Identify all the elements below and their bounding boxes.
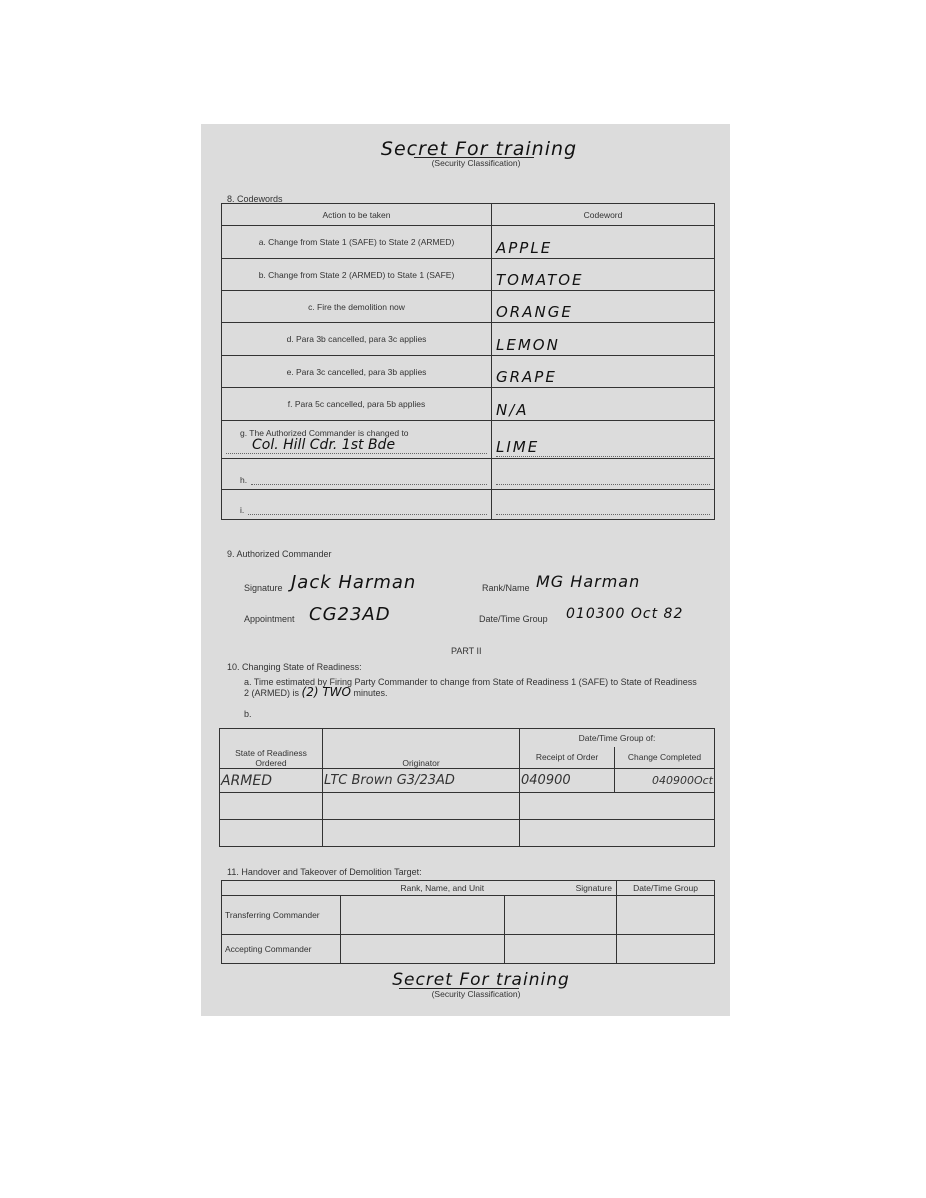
transferring-dtg-cell bbox=[617, 896, 715, 935]
transferring-commander-label: Transferring Commander bbox=[222, 896, 341, 935]
top-classification-caption: (Security Classification) bbox=[431, 158, 521, 168]
transferring-rank-cell bbox=[341, 896, 505, 935]
codeword-row bbox=[222, 226, 715, 259]
state-cell: ARMED bbox=[220, 769, 323, 793]
header-codeword: Codeword bbox=[492, 204, 715, 226]
codeword-cell-h bbox=[492, 459, 715, 490]
originator-cell: LTC Brown G3/23AD bbox=[323, 769, 520, 793]
codeword-cell: APPLE bbox=[492, 226, 715, 259]
accepting-commander-label: Accepting Commander bbox=[222, 935, 341, 964]
readiness-row bbox=[220, 769, 715, 793]
codeword-row bbox=[222, 291, 715, 323]
item-a-text bbox=[244, 677, 704, 698]
header-handover-signature: Signature bbox=[505, 881, 617, 896]
handover-table bbox=[221, 880, 715, 964]
top-classification-marking: Secret For training bbox=[380, 138, 578, 160]
accepting-dtg-cell bbox=[617, 935, 715, 964]
demolition-form-sheet bbox=[201, 124, 730, 1016]
action-h-blank bbox=[251, 475, 487, 485]
codeword-row-g bbox=[222, 421, 715, 459]
codeword-g-value: LIME bbox=[496, 438, 710, 457]
codeword-cell-i bbox=[492, 490, 715, 520]
action-cell: c. Fire the demolition now bbox=[222, 291, 492, 323]
accepting-rank-cell bbox=[341, 935, 505, 964]
codewords-table bbox=[221, 203, 715, 520]
action-cell: a. Change from State 1 (SAFE) to State 2 (ARMED) bbox=[222, 226, 492, 259]
readiness-row-empty bbox=[220, 793, 715, 820]
readiness-table bbox=[219, 728, 715, 847]
codeword-row bbox=[222, 259, 715, 291]
codeword-h-blank bbox=[496, 474, 710, 485]
action-h-label: h. bbox=[240, 475, 248, 485]
handover-section-label: 11. Handover and Takeover of Demolition Target: bbox=[227, 867, 422, 877]
appointment-value: CG23AD bbox=[309, 604, 391, 625]
action-g-label: g. The Authorized Commander is changed to bbox=[240, 427, 409, 438]
action-cell: b. Change from State 2 (ARMED) to State 1 (SAFE) bbox=[222, 259, 492, 291]
codeword-row bbox=[222, 356, 715, 388]
header-change-completed: Change Completed bbox=[615, 747, 715, 769]
action-i-blank bbox=[248, 505, 487, 515]
codeword-row bbox=[222, 323, 715, 356]
changing-state-section-label: 10. Changing State of Readiness: bbox=[227, 662, 362, 672]
header-receipt-of-order: Receipt of Order bbox=[520, 747, 615, 769]
action-cell: d. Para 3b cancelled, para 3c applies bbox=[222, 323, 492, 356]
codeword-cell: LEMON bbox=[492, 323, 715, 356]
accepting-signature-cell bbox=[505, 935, 617, 964]
action-cell: f. Para 5c cancelled, para 5b applies bbox=[222, 388, 492, 421]
header-state-of-readiness: State of Readiness Ordered bbox=[220, 729, 323, 769]
header-rank-name-unit: Rank, Name, and Unit bbox=[341, 881, 505, 896]
codewords-section-label: 8. Codewords bbox=[227, 194, 283, 204]
accepting-commander-row bbox=[222, 935, 715, 964]
transferring-commander-row bbox=[222, 896, 715, 935]
dtg-value: 010300 Oct 82 bbox=[566, 606, 684, 622]
readiness-row-empty bbox=[220, 820, 715, 847]
header-originator: Originator bbox=[323, 729, 520, 769]
codeword-cell: N/A bbox=[492, 388, 715, 421]
codeword-cell: GRAPE bbox=[492, 356, 715, 388]
action-g-handwritten: Col. Hill Cdr. 1st Bde bbox=[226, 438, 487, 454]
action-cell-i bbox=[222, 490, 492, 520]
action-i-label: i. bbox=[240, 505, 245, 515]
authorized-commander-section-label: 9. Authorized Commander bbox=[227, 549, 332, 559]
header-handover-dtg: Date/Time Group bbox=[617, 881, 715, 896]
codeword-i-blank bbox=[496, 504, 710, 515]
item-a-handwritten-value: (2) TWO bbox=[301, 685, 351, 699]
codeword-row bbox=[222, 388, 715, 421]
bottom-classification-caption: (Security Classification) bbox=[431, 989, 521, 999]
bottom-classification-marking: Secret For training bbox=[392, 970, 570, 990]
codeword-row-i bbox=[222, 490, 715, 520]
action-cell-g bbox=[222, 421, 492, 459]
action-cell-h bbox=[222, 459, 492, 490]
rank-name-label: Rank/Name bbox=[482, 583, 530, 593]
header-action-to-be-taken: Action to be taken bbox=[222, 204, 492, 226]
rank-name-value: MG Harman bbox=[536, 572, 641, 591]
dtg-label: Date/Time Group bbox=[479, 614, 548, 624]
part-ii-heading: PART II bbox=[451, 646, 482, 656]
item-a-statement: a. Time estimated by Firing Party Commander to change from State of Readiness 1 (SAFE) to State of Readiness 2 (ARMED) is bbox=[244, 677, 697, 698]
item-a-unit: minutes. bbox=[353, 688, 388, 698]
action-cell: e. Para 3c cancelled, para 3b applies bbox=[222, 356, 492, 388]
receipt-cell: 040900 bbox=[520, 769, 615, 793]
codeword-cell-g bbox=[492, 421, 715, 459]
transferring-signature-cell bbox=[505, 896, 617, 935]
header-dtg-of: Date/Time Group of: bbox=[520, 729, 715, 747]
codeword-cell: ORANGE bbox=[492, 291, 715, 323]
codeword-row-h bbox=[222, 459, 715, 490]
codeword-cell: TOMATOE bbox=[492, 259, 715, 291]
handover-header-blank bbox=[222, 881, 341, 896]
completed-cell: 040900Oct bbox=[615, 769, 715, 793]
signature-value: Jack Harman bbox=[291, 572, 417, 593]
signature-label: Signature bbox=[244, 583, 283, 593]
item-b-label: b. bbox=[244, 709, 252, 719]
appointment-label: Appointment bbox=[244, 614, 295, 624]
